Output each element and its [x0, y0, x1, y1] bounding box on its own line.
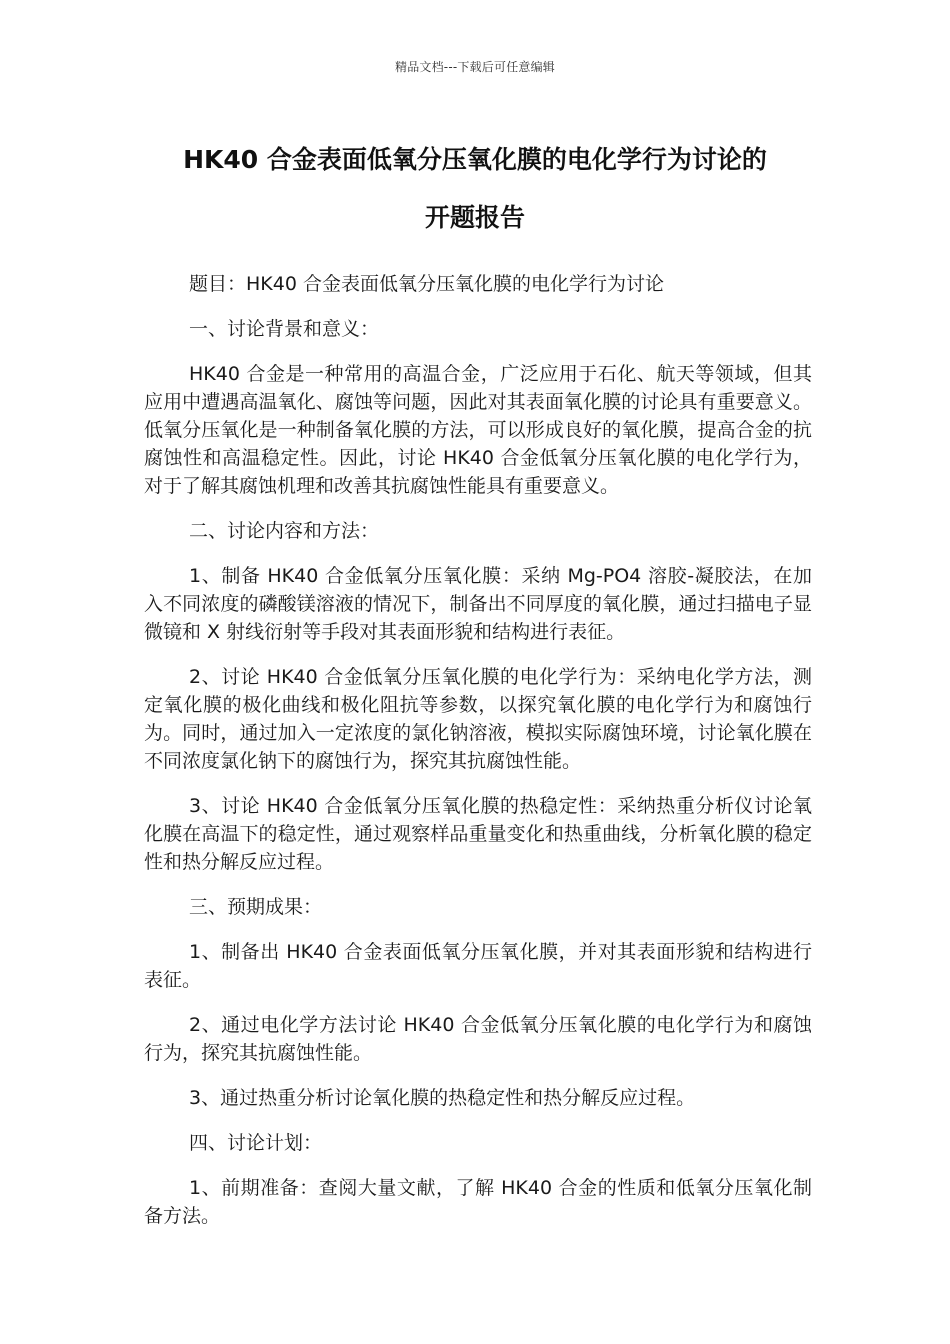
section-heading-expected-results: 三、预期成果： — [189, 896, 323, 918]
method-item-3: 3、讨论 HK40 合金低氧分压氧化膜的热稳定性：采纳热重分析仪讨论氧化膜在高温下的稳定性，通过观察样品重量变化和热重曲线，分析氧化膜的稳定性和热分解反应过程。 — [144, 795, 812, 873]
result-item-3: 3、通过热重分析讨论氧化膜的热稳定性和热分解反应过程。 — [189, 1087, 696, 1109]
method-item-1: 1、制备 HK40 合金低氧分压氧化膜：采纳 Mg-PO4 溶胶-凝胶法，在加入不同浓度的磷酸镁溶液的情况下，制备出不同厚度的氧化膜，通过扫描电子显微镜和 X 射线衍射等手段对其表面形貌和结构进行表征。 — [144, 565, 812, 643]
header-note: 精品文档---下载后可任意编辑 — [395, 60, 555, 74]
section-heading-plan: 四、讨论计划： — [189, 1132, 323, 1154]
document-body — [144, 270, 812, 1247]
document-title-line-2: 开题报告 — [424, 203, 525, 232]
method-item-2: 2、讨论 HK40 合金低氧分压氧化膜的电化学行为：采纳电化学方法，测定氧化膜的极化曲线和极化阻抗等参数，以探究氧化膜的电化学行为和腐蚀行为。同时，通过加入一定浓度的氯化钠溶液，模拟实际腐蚀环境，讨论氧化膜在不同浓度氯化钠下的腐蚀行为，探究其抗腐蚀性能。 — [144, 666, 812, 772]
topic-line: 题目：HK40 合金表面低氧分压氧化膜的电化学行为讨论 — [189, 273, 664, 295]
result-item-2: 2、通过电化学方法讨论 HK40 合金低氧分压氧化膜的电化学行为和腐蚀行为，探究其抗腐蚀性能。 — [144, 1014, 812, 1064]
section-heading-background: 一、讨论背景和意义： — [189, 318, 380, 340]
background-paragraph: HK40 合金是一种常用的高温合金，广泛应用于石化、航天等领域，但其应用中遭遇高温氧化、腐蚀等问题，因此对其表面氧化膜的讨论具有重要意义。低氧分压氧化是一种制备氧化膜的方法，可以形成良好的氧化膜，提高合金的抗腐蚀性和高温稳定性。因此，讨论 HK40 合金低氧分压氧化膜的电化学行为，对于了解其腐蚀机理和改善其抗腐蚀性能具有重要意义。 — [144, 363, 812, 497]
document-title-line-1: HK40 合金表面低氧分压氧化膜的电化学行为讨论的 — [183, 145, 767, 174]
plan-item-1: 1、前期准备：查阅大量文献，了解 HK40 合金的性质和低氧分压氧化制备方法。 — [144, 1177, 812, 1227]
result-item-1: 1、制备出 HK40 合金表面低氧分压氧化膜，并对其表面形貌和结构进行表征。 — [144, 941, 812, 991]
section-heading-content-methods: 二、讨论内容和方法： — [189, 520, 380, 542]
